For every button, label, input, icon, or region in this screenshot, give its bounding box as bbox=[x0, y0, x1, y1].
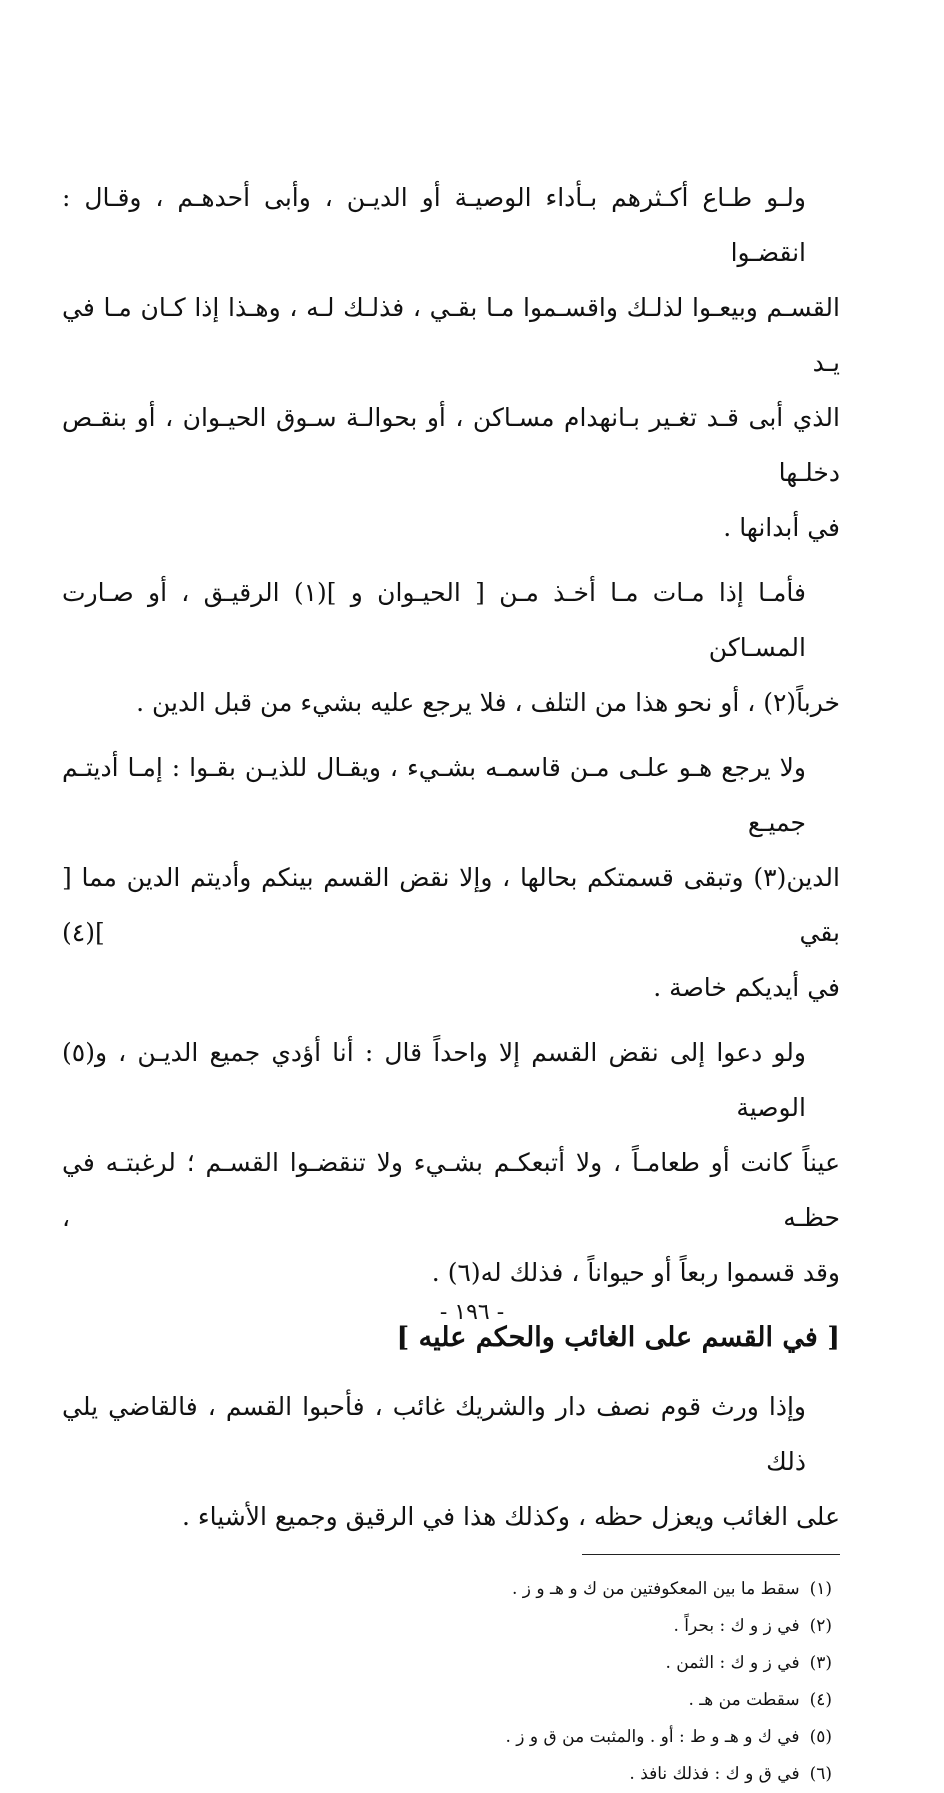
paragraph-4 bbox=[62, 1025, 840, 1300]
footnote-number: (٢) bbox=[809, 1616, 832, 1636]
footnote-number: (١) bbox=[809, 1579, 832, 1599]
footnote-item bbox=[62, 1719, 832, 1756]
text-line: القسـم وبيعـوا لذلـك واقسـموا مـا بقـي ، فذلـك لـه ، وهـذا إذا كـان مـا في يـد bbox=[62, 293, 840, 377]
text-line: في أبدانها . bbox=[723, 513, 840, 542]
text-line: وإذا ورث قوم نصف دار والشريك غائب ، فأحبوا القسم ، فالقاضي يلي ذلك bbox=[62, 1392, 806, 1476]
footnote-number: (٥) bbox=[809, 1727, 832, 1747]
footnote-number: (٤) bbox=[809, 1690, 832, 1710]
footnote-item bbox=[62, 1682, 832, 1719]
text-line: ولـو طـاع أكـثرهم بـأداء الوصيـة أو الديـن ، وأبى أحدهـم ، وقـال : انقضـوا bbox=[62, 183, 806, 267]
text-line: الذي أبى قـد تغـير بـانهدام مسـاكن ، أو بحوالـة سـوق الحيـوان ، أو بنقـص دخلـها bbox=[62, 403, 840, 487]
footnote-separator bbox=[582, 1554, 840, 1555]
footnote-item bbox=[62, 1645, 832, 1682]
footnote-text: في ز و ك : بحراً . bbox=[673, 1616, 800, 1636]
footnote-text: في ز و ك : الثمن . bbox=[665, 1653, 800, 1673]
text-line: الدين(٣) وتبقى قسمتكم بحالها ، وإلا نقض القسم بينكم وأديتم الدين مما [ بقي ](٤) bbox=[62, 863, 840, 947]
paragraph-1 bbox=[62, 170, 840, 555]
footnote-text: سقط ما بين المعكوفتين من ك و هـ و ز . bbox=[512, 1579, 800, 1599]
text-line: عيناً كانت أو طعامـاً ، ولا أتبعكـم بشـيء ولا تنقضـوا القسـم ؛ لرغبتـه في حظـه ، bbox=[62, 1148, 840, 1232]
footnotes bbox=[62, 1571, 840, 1793]
page-body bbox=[62, 170, 840, 1793]
text-line: على الغائب ويعزل حظه ، وكذلك هذا في الرقيق وجميع الأشياء . bbox=[181, 1502, 840, 1531]
footnote-item bbox=[62, 1756, 832, 1793]
paragraph-2 bbox=[62, 565, 840, 730]
paragraph-5 bbox=[62, 1379, 840, 1544]
text-line: فأمـا إذا مـات مـا أخـذ مـن [ الحيـوان و ](١) الرقيـق ، أو صـارت المسـاكن bbox=[62, 578, 806, 662]
text-line: ولا يرجع هـو علـى مـن قاسمـه بشـيء ، ويقـال للذيـن بقـوا : إمـا أديتـم جميـع bbox=[62, 753, 806, 837]
footnote-item bbox=[62, 1608, 832, 1645]
paragraph-3 bbox=[62, 740, 840, 1015]
footnote-item bbox=[62, 1571, 832, 1608]
section-heading: [ في القسم على الغائب والحكم عليه ] bbox=[396, 1322, 840, 1353]
footnote-text: في ق و ك : فذلك نافذ . bbox=[629, 1764, 800, 1784]
footnote-text: في ك و هـ و ط : أو . والمثبت من ق و ز . bbox=[505, 1727, 800, 1747]
footnote-text: سقطت من هـ . bbox=[688, 1690, 800, 1710]
footnote-number: (٣) bbox=[809, 1653, 832, 1673]
page-number: - ١٩٦ - bbox=[439, 1300, 505, 1325]
text-line: ولو دعوا إلى نقض القسم إلا واحداً قال : أنا أؤدي جميع الديـن ، و(٥) الوصية bbox=[62, 1038, 806, 1122]
text-line: وقد قسموا ربعاً أو حيواناً ، فذلك له(٦) . bbox=[431, 1258, 840, 1287]
text-line: في أيديكم خاصة . bbox=[653, 973, 840, 1002]
footnote-number: (٦) bbox=[809, 1764, 832, 1784]
text-line: خرباً(٢) ، أو نحو هذا من التلف ، فلا يرجع عليه بشيء من قبل الدين . bbox=[136, 688, 840, 717]
